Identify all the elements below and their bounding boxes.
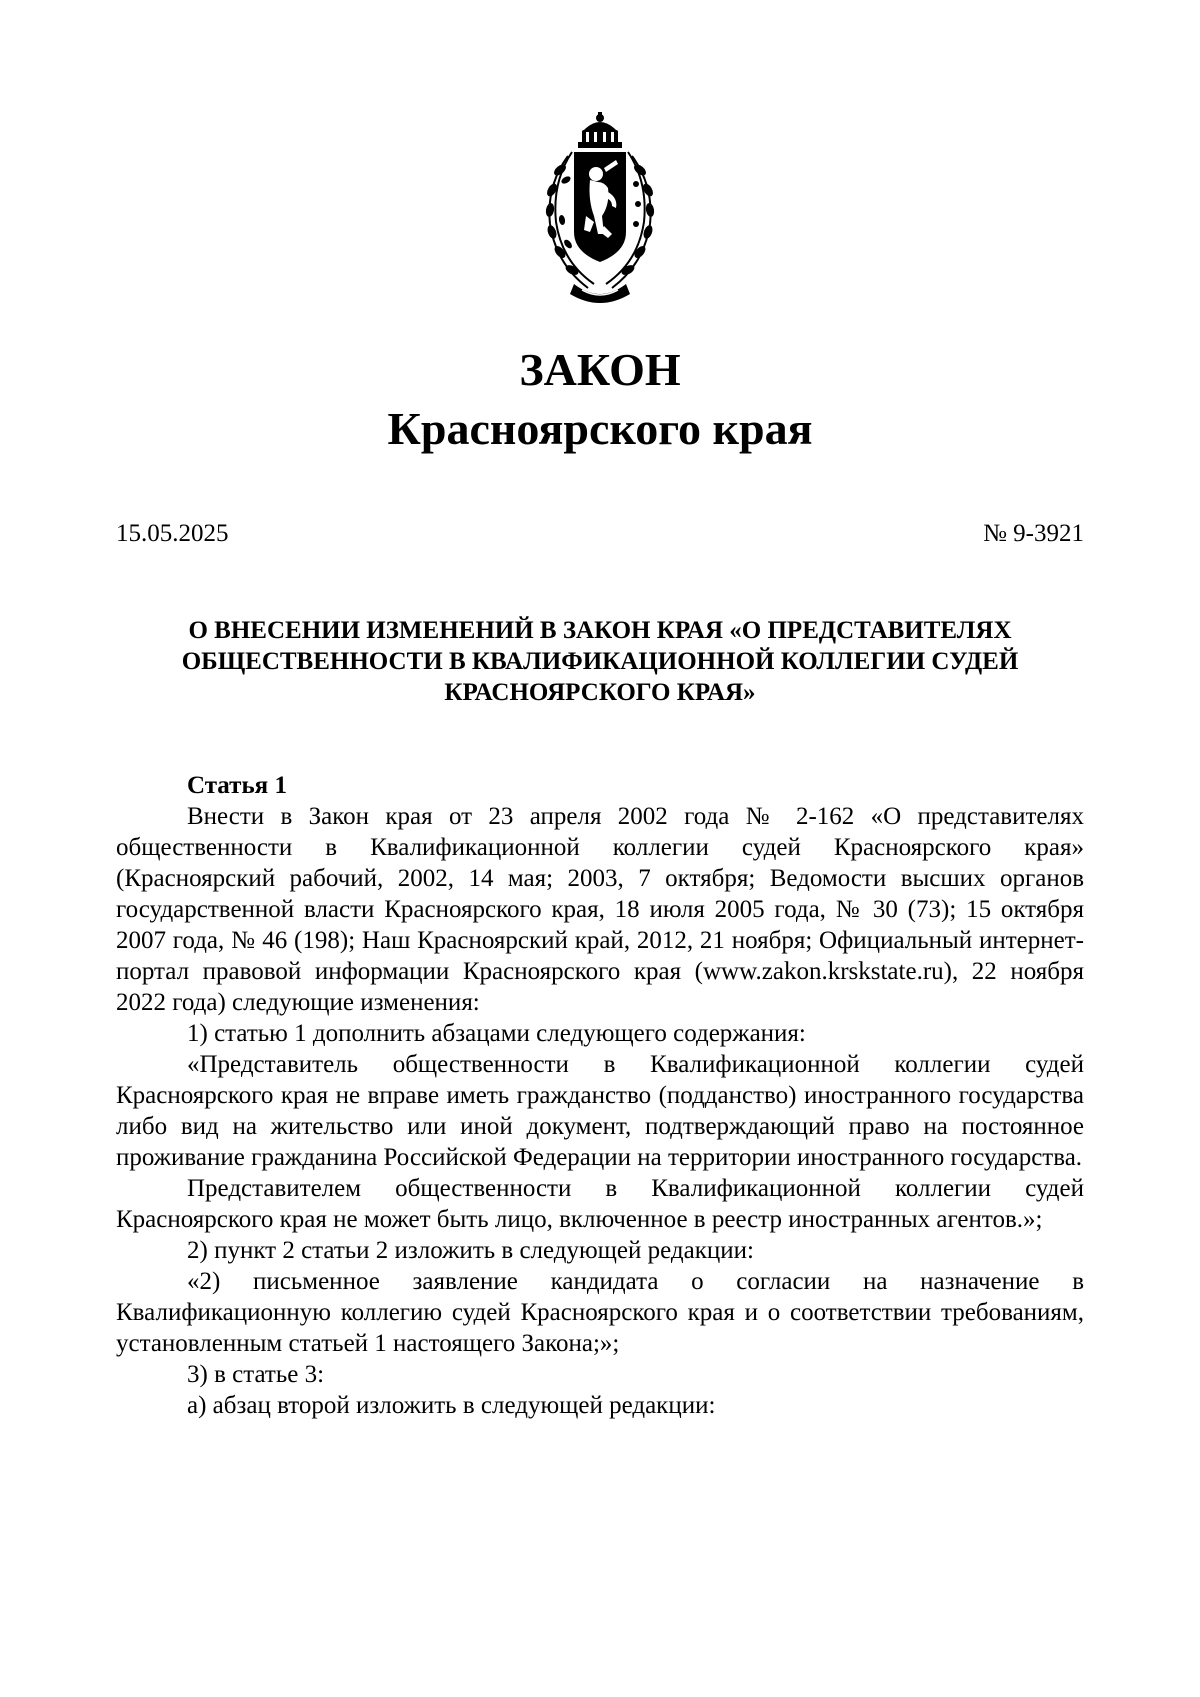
heading-line: ОБЩЕСТВЕННОСТИ В КВАЛИФИКАЦИОННОЙ КОЛЛЕГИИ СУДЕЙ <box>181 648 1019 675</box>
paragraph: а) абзац второй изложить в следующей редакции: <box>187 1392 716 1419</box>
heading-line: О ВНЕСЕНИИ ИЗМЕНЕНИЙ В ЗАКОН КРАЯ «О ПРЕДСТАВИТЕЛЯХ <box>188 617 1012 644</box>
paragraph: «2) письменное заявление кандидата о согласии на назначение в Квалификационную коллегию судей Красноярского края и о соответствии требованиям, установленным статьей 1 настоящего Закона;»; <box>116 1268 1084 1357</box>
document-date: 15.05.2025 <box>116 520 229 547</box>
document-subtitle: Красноярского края <box>387 403 813 454</box>
document-title: ЗАКОН <box>519 344 681 395</box>
paragraph: «Представитель общественности в Квалификационной коллегии судей Красноярского края не вправе иметь гражданство (подданство) иностранного государства либо вид на жительство или иной документ, подтверждающий право на постоянное проживание гражданина Российской Федерации на территории иностранного государства. <box>116 1051 1084 1171</box>
paragraph: 2) пункт 2 статьи 2 изложить в следующей редакции: <box>187 1237 754 1264</box>
paragraph: Внести в Закон края от 23 апреля 2002 года № 2-162 «О представителях общественности в Квалификационной коллегии судей Красноярского края» (Красноярский рабочий, 2002, 14 мая; 2003, 7 октября; Ведомости высших органов государственной власти Красноярского края, 18 июля 2005 года, № 30 (73); 15 октября 2007 года, № 46 (198); Наш Красноярский край, 2012, 21 ноября; Официальный интернет-портал правовой информации Красноярского края (www.zakon.krskstate.ru), 22 ноября 2022 года) следующие изменения: <box>116 803 1084 1016</box>
paragraph: 3) в статье 3: <box>187 1361 325 1388</box>
document-number: № 9-3921 <box>983 520 1084 547</box>
article-title: Статья 1 <box>187 772 287 799</box>
article-body <box>116 770 1084 1421</box>
crown-icon <box>578 112 622 148</box>
paragraph: 1) статью 1 дополнить абзацами следующего содержания: <box>187 1020 806 1047</box>
heading-line: КРАСНОЯРСКОГО КРАЯ» <box>444 679 756 706</box>
krasnoyarsk-coat-of-arms-icon <box>538 112 662 307</box>
paragraph: Представителем общественности в Квалификационной коллегии судей Красноярского края не может быть лицо, включенное в реестр иностранных агентов.»; <box>116 1175 1084 1233</box>
law-heading <box>116 615 1084 708</box>
